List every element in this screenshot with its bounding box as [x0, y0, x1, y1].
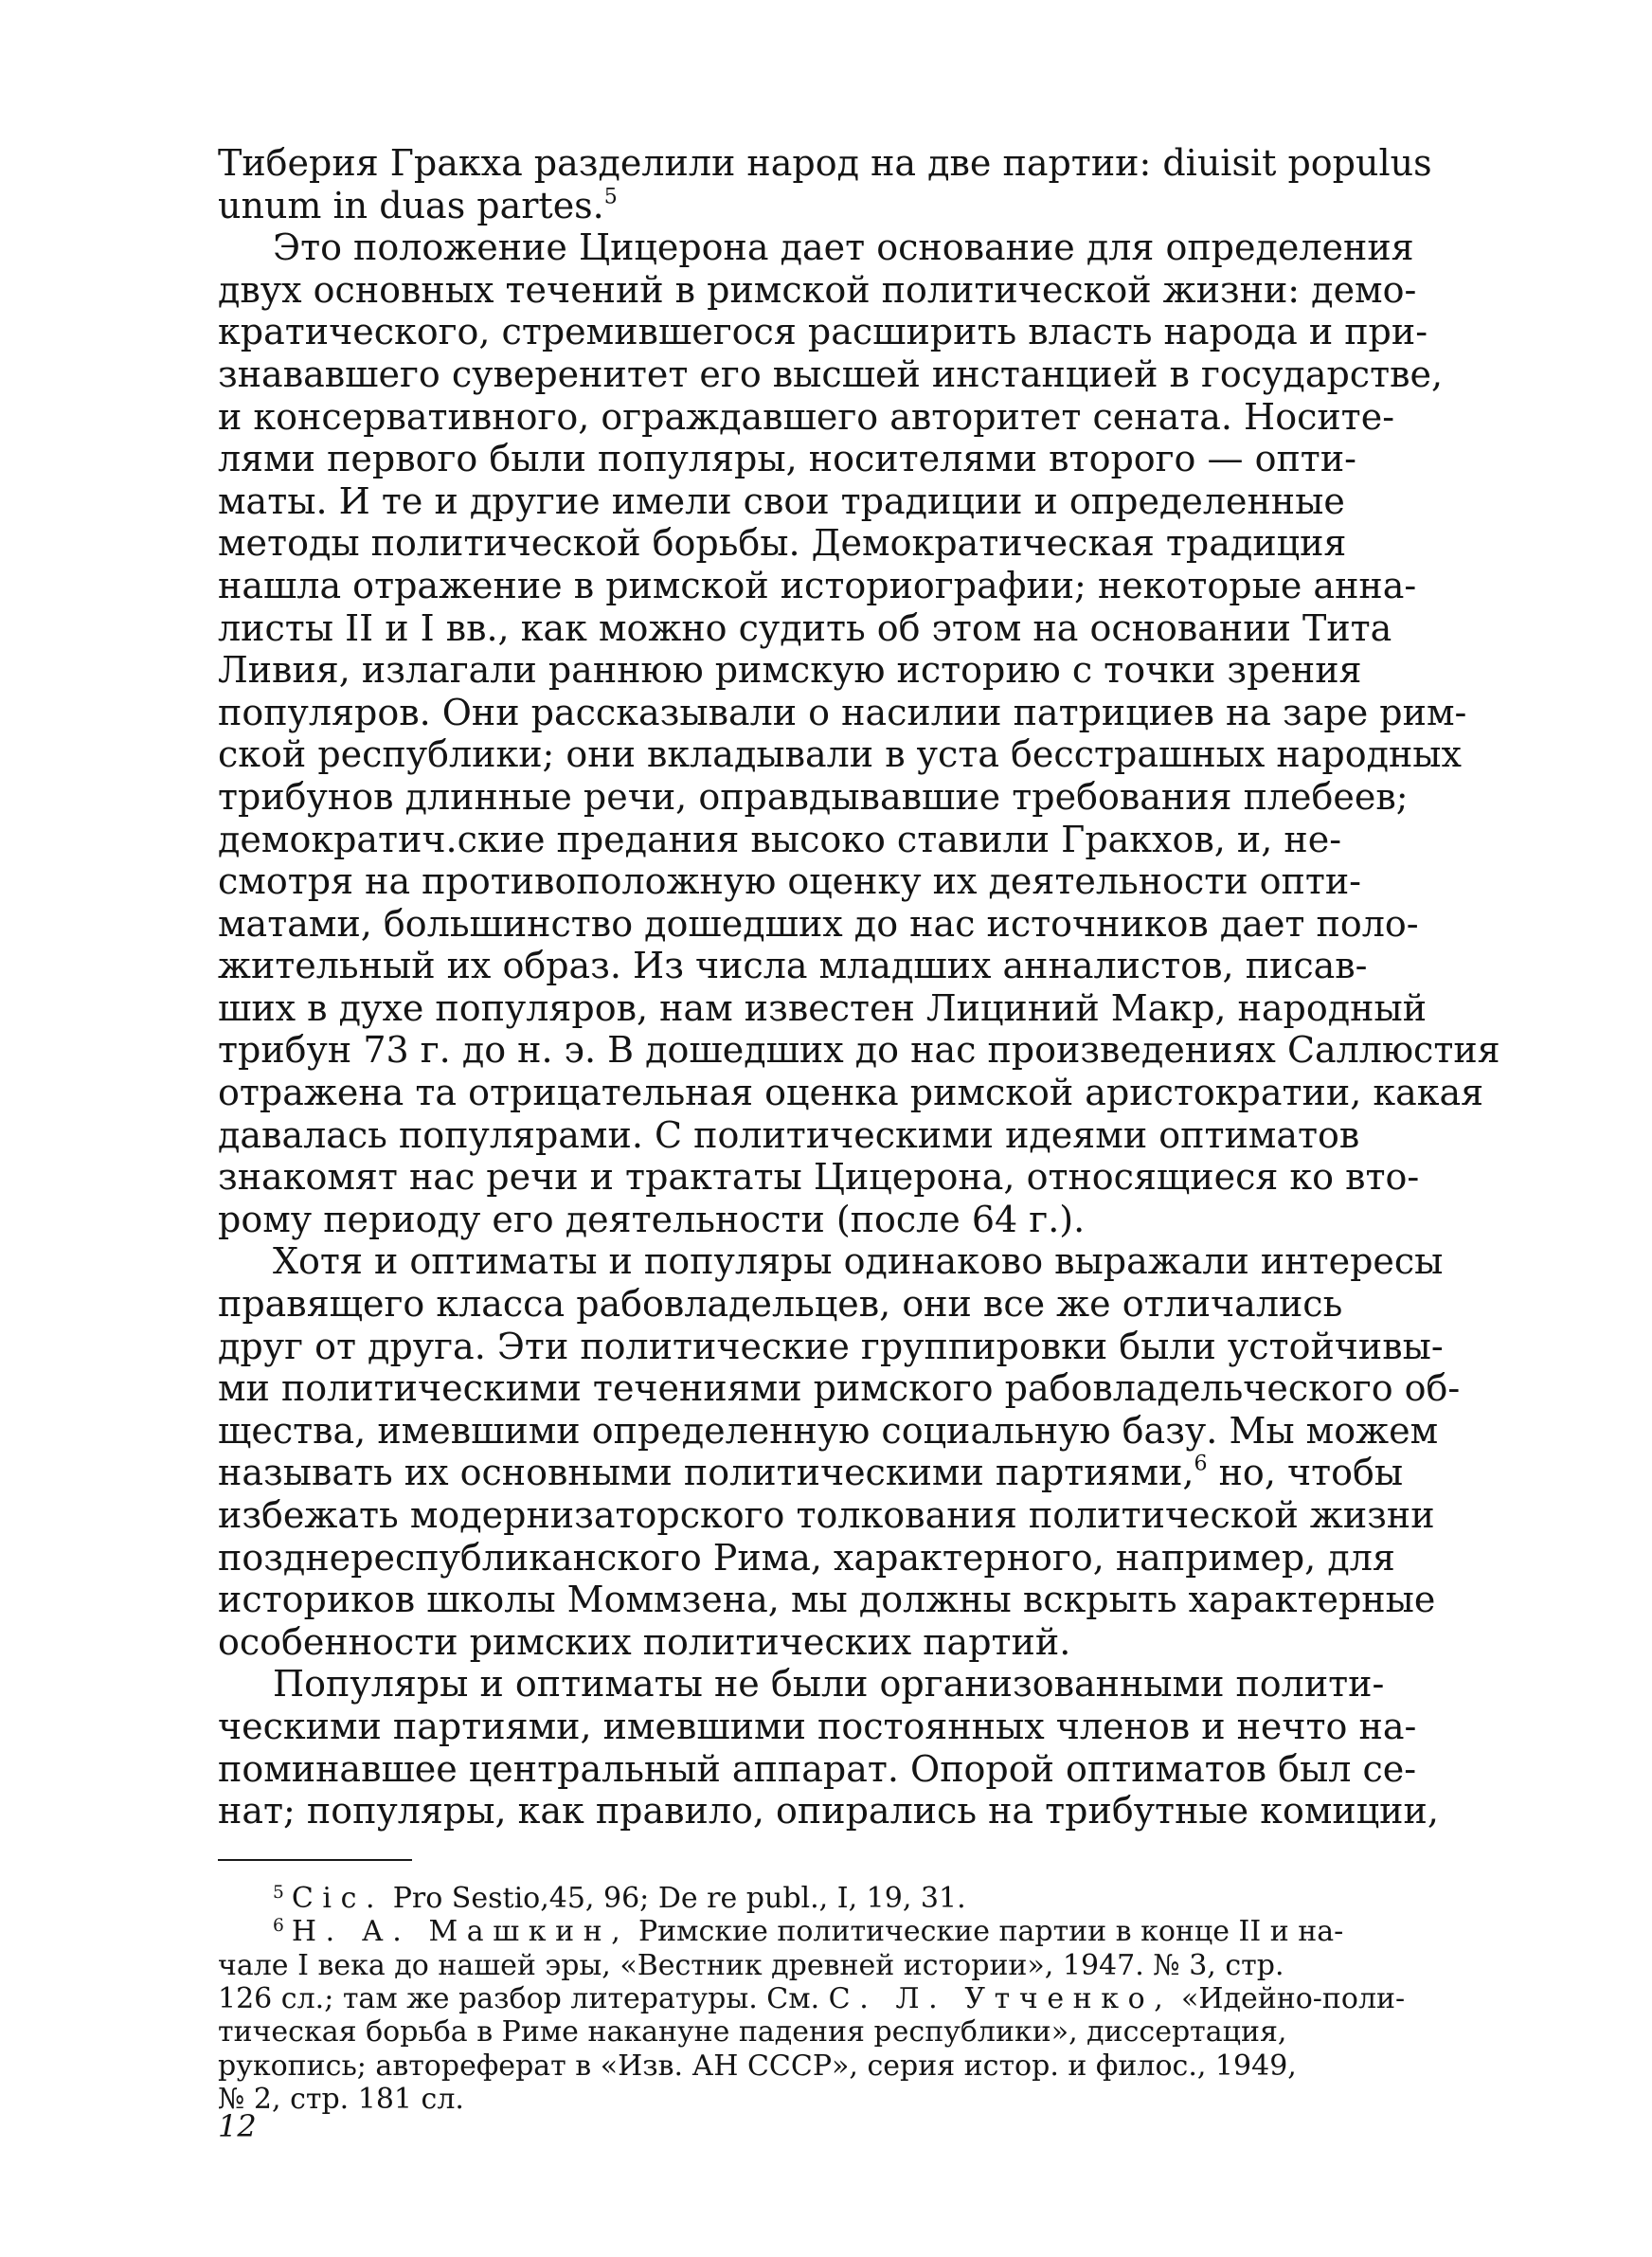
footnote-line: тическая борьба в Риме накануне падения республики», диссертация,	[218, 2015, 1287, 2049]
text-line: демократич.ские предания высоко ставили Гракхов, и, не-	[218, 818, 1342, 860]
text-line: методы политической борьбы. Демократическая традиция	[218, 522, 1347, 565]
paragraph-start: Хотя и оптиматы и популяры одинаково выражали интересы	[273, 1240, 1444, 1283]
text-line: знававшего суверенитет его высшей инстанцией в государстве,	[218, 352, 1444, 395]
text-line: нат; популяры, как правило, опирались на трибутные комиции,	[218, 1790, 1439, 1833]
text-line: unum in duas partes.$^5$	[218, 184, 618, 226]
footnote-5	[218, 1882, 1410, 1915]
text-line: ской республики; они вкладывали в уста бесстрашных народных	[218, 733, 1462, 776]
text-line: Тиберия Гракха разделили народ на две партии: diuisit populus	[218, 142, 1432, 184]
text-line: кратического, стремившегося расширить власть народа и при-	[218, 311, 1428, 353]
text-line: поминавшее центральный аппарат. Опорой оптиматов был се-	[218, 1747, 1417, 1790]
paragraph-start: Популяры и оптиматы не были организованными полити-	[273, 1663, 1385, 1706]
text-line: лями первого были популяры, носителями второго — опти-	[218, 438, 1356, 480]
text-line: смотря на противоположную оценку их деятельности опти-	[218, 860, 1362, 903]
footnote-text: Pro Sestio,45, 96; De re publ., I, 19, 31.	[392, 1881, 966, 1915]
footnotes	[218, 1882, 1410, 2117]
footnote-ref-6[interactable]: 6	[1194, 1452, 1208, 1476]
footnote-mark: 5	[273, 1882, 284, 1903]
text-line: отражена та отрицательная оценка римской аристократии, какая	[218, 1072, 1484, 1114]
text-line: правящего класса рабовладельцев, они все же отличались	[218, 1283, 1343, 1326]
text-line: рому периоду его деятельности (после 64 г.).	[218, 1198, 1086, 1240]
footnote-line: 126 сл.; там же разбор литературы. См. С. Л. Утченко, «Идейно-поли-	[218, 1981, 1406, 2015]
footnote-author: Н. А. Машкин,	[291, 1915, 630, 1949]
text-line: давалась популярами. С политическими идеями оптиматов	[218, 1113, 1360, 1156]
footnote-line: рукопись; автореферат в «Изв. АН СССР», серия истор. и филос., 1949,	[218, 2049, 1297, 2083]
main-text	[218, 142, 1500, 1833]
text-line: позднереспубликанского Рима, характерного, например, для	[218, 1536, 1395, 1579]
text-line: избежать модернизаторского толкования политической жизни	[218, 1494, 1435, 1536]
text-line: историков школы Моммзена, мы должны вскрыть характерные	[218, 1579, 1436, 1621]
text-line: двух основных течений в римской политической жизни: демо-	[218, 268, 1417, 311]
text-line: щества, имевшими определенную социальную базу. Мы можем	[218, 1409, 1439, 1452]
paragraph-start: Это положение Цицерона дает основание для определения	[273, 226, 1414, 269]
text-line: листы II и I вв., как можно судить об этом на основании Тита	[218, 606, 1392, 649]
text-line: жительный их образ. Из числа младших анналистов, писав-	[218, 945, 1368, 987]
text-line: нашла отражение в римской историографии; некоторые анна-	[218, 564, 1417, 606]
text-line: популяров. Они рассказывали о насилии патрициев на заре рим-	[218, 691, 1467, 733]
text-line: особенности римских политических партий.	[218, 1620, 1071, 1663]
page-number: 12	[218, 2108, 257, 2144]
text-line: знакомят нас речи и трактаты Цицерона, относящиеся ко вто-	[218, 1156, 1420, 1199]
text-line: называть их основными политическими партиями,$^6$ но, чтобы	[218, 1452, 1404, 1494]
footnote-author: Cic.	[291, 1881, 385, 1915]
text-line: друг от друга. Эти политические группировки были устойчивы-	[218, 1325, 1444, 1367]
footnote-ref-5[interactable]: 5	[603, 185, 618, 209]
text-line: маты. И те и другие имели свои традиции и определенные	[218, 479, 1345, 522]
footnote-6	[218, 1915, 1410, 1948]
footnote-separator	[218, 1859, 412, 1861]
text-line: ми политическими течениями римского рабовладельческого об-	[218, 1367, 1461, 1410]
footnote-line: чале I века до нашей эры, «Вестник древней истории», 1947. № 3, стр.	[218, 1948, 1284, 1982]
footnote-text: Римские политические партии в конце II и на-	[638, 1915, 1344, 1949]
text-line: ческими партиями, имевшими постоянных членов и нечто на-	[218, 1705, 1417, 1747]
footnote-author: С. Л. Утченко,	[828, 1981, 1173, 2015]
text-line: матами, большинство дошедших до нас источников дает поло-	[218, 902, 1419, 945]
text-line: ших в духе популяров, нам известен Лициний Макр, народный	[218, 986, 1428, 1029]
footnote-mark: 6	[273, 1915, 284, 1936]
text-line: Ливия, излагали раннюю римскую историю с точки зрения	[218, 649, 1362, 692]
footnote-line: № 2, стр. 181 сл.	[218, 2083, 464, 2117]
text-line: трибунов длинные речи, оправдывавшие требования плебеев;	[218, 775, 1409, 818]
text-line: трибун 73 г. до н. э. В дошедших до нас произведениях Саллюстия	[218, 1029, 1500, 1072]
page	[218, 142, 1500, 2117]
text-line: и консервативного, ограждавшего авторитет сената. Носите-	[218, 395, 1395, 438]
